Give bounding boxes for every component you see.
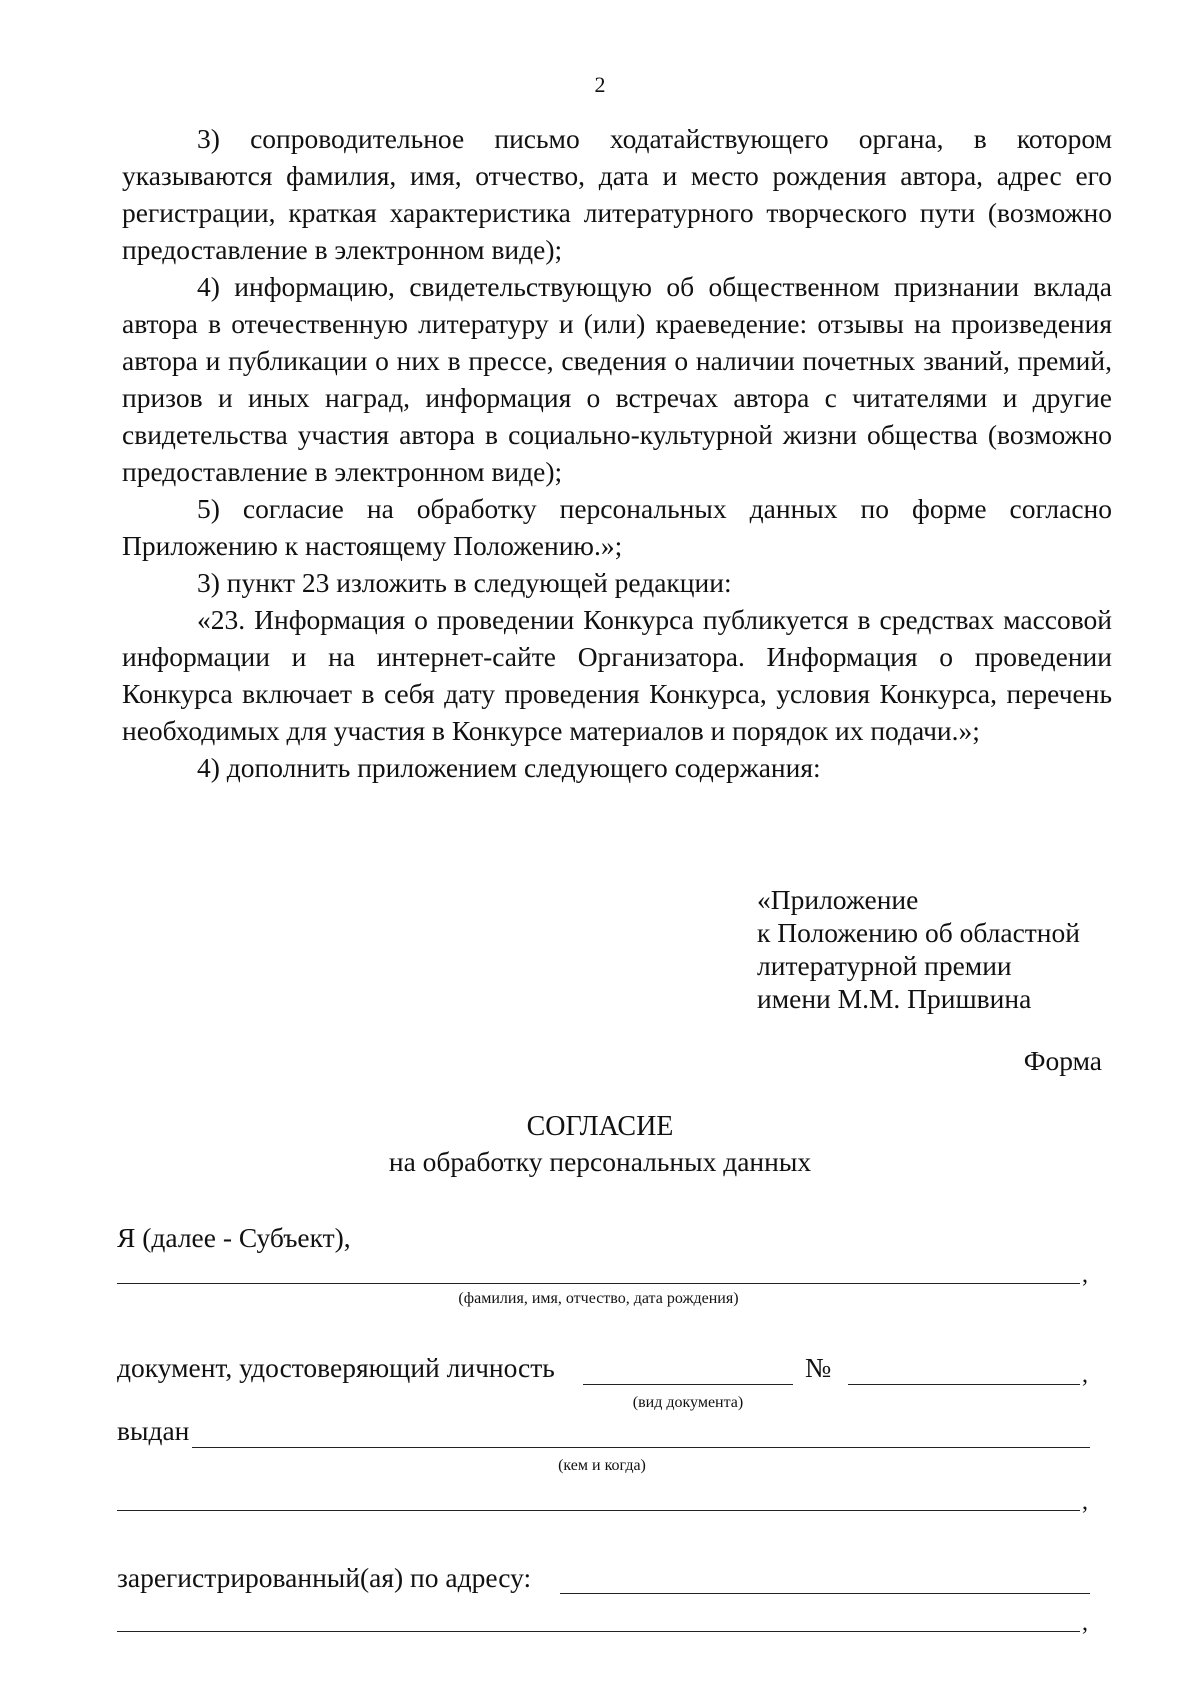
address-label: зарегистрированный(ая) по адресу: [117,1562,532,1593]
paragraph-add-appendix: 4) дополнить приложением следующего содержания: [197,752,821,783]
issued-caption: (кем и когда) [558,1457,646,1474]
comma: , [1082,1610,1088,1636]
form-label: Форма [1023,1045,1102,1076]
appendix-line: «Приложение [757,884,919,915]
address-field-line-2[interactable] [117,1631,1080,1632]
comma: , [1082,1489,1088,1515]
paragraph-item-5: 5) согласие на обработку персональных данных по форме согласно Приложению к настоящему Положению.»; [122,493,1112,561]
issued-field-line[interactable] [192,1447,1090,1448]
name-field-line[interactable] [117,1283,1080,1284]
subject-label: Я (далее - Субъект), [117,1222,351,1253]
appendix-note [757,883,1157,1015]
issued-field-line-2[interactable] [117,1510,1080,1511]
document-label: документ, удостоверяющий личность [117,1352,555,1383]
paragraph-item-4: 4) информацию, свидетельствующую об общественном признании вклада автора в отечественную литературу и (или) краеведение: отзывы на произведения автора и публикации о них в прессе, сведения о наличии почетных званий, премий, призов и иных наград, информация о встречах автора с читателями и другие свидетельства участия автора в социально-культурной жизни общества (возможно предоставление в электронном виде); [122,271,1112,487]
document-type-field-line[interactable] [583,1384,793,1385]
paragraph-point-23-text: «23. Информация о проведении Конкурса публикуется в средствах массовой информации и на интернет-сайте Организатора. Информация о проведении Конкурса включает в себя дату проведения Конкурса, условия Конкурса, перечень необходимых для участия в Конкурсе материалов и порядок их подачи.»; [122,604,1112,746]
paragraph-point-23: 3) пункт 23 изложить в следующей редакции: [197,567,732,598]
comma: , [1082,1362,1088,1388]
name-caption: (фамилия, имя, отчество, дата рождения) [458,1290,739,1307]
body-text [122,120,1112,786]
document-type-caption: (вид документа) [632,1394,744,1411]
appendix-line: имени М.М. Пришвина [757,983,1032,1014]
address-field-line[interactable] [560,1593,1090,1594]
number-sign: № [805,1352,832,1383]
issued-label: выдан [117,1415,190,1446]
appendix-line: литературной премии [757,950,1012,981]
consent-subtitle: на обработку персональных данных [388,1146,812,1177]
paragraph-item-3: 3) сопроводительное письмо ходатайствующего органа, в котором указываются фамилия, имя, отчество, дата и место рождения автора, адрес его регистрации, краткая характеристика литературного творческого пути (возможно предоставление в электронном виде); [122,123,1112,265]
comma: , [1082,1262,1088,1288]
consent-title: СОГЛАСИЕ [526,1111,674,1142]
page-number: 2 [594,72,606,97]
appendix-line: к Положению об областной [757,917,1080,948]
document-number-field-line[interactable] [848,1384,1080,1385]
